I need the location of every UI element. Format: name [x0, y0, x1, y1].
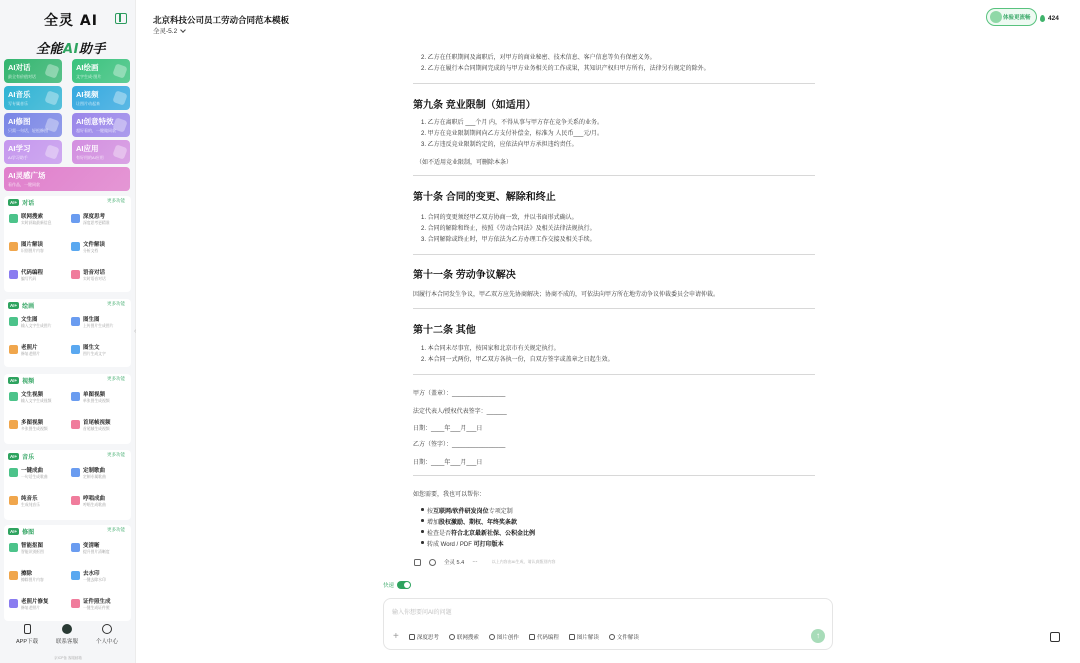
- tool-icon: [9, 420, 18, 429]
- followup-bold: 股权激励、期权、年终奖条款: [439, 520, 518, 526]
- gift-icon: [990, 11, 1002, 23]
- tool-icon: [9, 317, 18, 326]
- think-icon: [409, 634, 415, 640]
- tool-title: 哼唱成曲: [83, 496, 106, 502]
- tool-subtitle: 生成纯音乐: [21, 503, 40, 507]
- slogan: [36, 38, 106, 57]
- tool-subtitle: 首尾帧生成视频: [83, 427, 110, 431]
- feature-sub: 写专属音乐: [8, 101, 28, 106]
- sidebar-tool-item[interactable]: [6, 339, 64, 363]
- sidebar-tool-item[interactable]: [68, 311, 126, 335]
- section-title: 视频: [22, 378, 35, 385]
- bottom-nav-label: 联系客服: [55, 639, 78, 645]
- tool-label: 代码编程: [536, 635, 559, 641]
- slogan-highlight: AI: [63, 42, 79, 57]
- list-item: 3. 乙方违反竞业限制约定的，应依法向甲方承担违约责任。: [421, 142, 578, 148]
- section-badge: AI+: [10, 528, 18, 534]
- tool-text: [83, 418, 111, 432]
- list-item: 2. 乙方在履行本合同期间完成的与甲方业务相关的工作成果，其知识产权归甲方所有，法律另有规定的除外。: [421, 66, 710, 72]
- tool-text: [83, 240, 105, 254]
- section-draw: [4, 299, 131, 367]
- section-retouch: [4, 525, 131, 621]
- sidebar-tool-item[interactable]: [68, 565, 126, 589]
- feature-title: AI修图: [8, 117, 31, 126]
- contact-support-button[interactable]: [47, 624, 87, 645]
- sidebar-tool-item[interactable]: [6, 537, 64, 561]
- tool-subtitle: 实时语音对话: [83, 277, 106, 281]
- tool-text: [21, 418, 48, 432]
- tool-icon: [71, 496, 80, 505]
- sidebar-tool-item[interactable]: [68, 264, 126, 288]
- section-title: 修图: [22, 529, 35, 536]
- tool-subtitle: 实时获取最新信息: [21, 221, 52, 225]
- app-download-button[interactable]: [7, 624, 47, 645]
- app-logo: 全灵 AI: [44, 13, 98, 29]
- sidebar: [0, 0, 136, 663]
- chat-input-box: [383, 598, 833, 650]
- tool-web-search[interactable]: [449, 633, 479, 641]
- tool-text: [21, 390, 51, 404]
- tool-text: [83, 569, 106, 583]
- tool-text: [83, 268, 106, 282]
- tool-icon: [9, 571, 18, 580]
- tool-subtitle: 上传图片生成图片: [83, 324, 114, 328]
- tool-text: [83, 597, 111, 611]
- tool-text: [21, 212, 51, 226]
- tool-label: 深度思考: [416, 635, 439, 641]
- fast-mode-toggle[interactable]: [383, 581, 411, 589]
- sidebar-tool-item[interactable]: [6, 236, 64, 260]
- tool-coding[interactable]: [529, 633, 559, 641]
- conversation-title: 北京科技公司员工劳动合同范本模板: [153, 15, 290, 25]
- sidebar-expand-icon[interactable]: ‹: [134, 328, 137, 335]
- feature-title: AI应用: [76, 144, 99, 153]
- followup-pre: 检查是否: [427, 531, 452, 537]
- tool-subtitle: 分析文档: [83, 249, 99, 253]
- tool-image-create[interactable]: [489, 633, 519, 641]
- tool-text: [83, 541, 110, 555]
- code-icon: [529, 634, 535, 640]
- slogan-post: 助手: [78, 42, 106, 57]
- divider: [413, 308, 815, 309]
- tool-icon: [9, 345, 18, 354]
- tool-text: [21, 466, 48, 480]
- followup-bold: 可打印版本: [473, 542, 504, 548]
- section-badge: AI+: [10, 377, 18, 383]
- tool-subtitle: 一键生成证件照: [83, 606, 110, 610]
- signature-line: 法定代表人/授权代表签字：______: [413, 409, 507, 415]
- feature-title: AI音乐: [8, 90, 31, 99]
- tool-subtitle: 深度思考更精准: [83, 221, 110, 225]
- support-avatar-icon: [62, 624, 72, 634]
- followup-item: [421, 506, 513, 515]
- sidebar-tool-item[interactable]: [6, 490, 64, 514]
- sidebar-tool-item[interactable]: [68, 537, 126, 561]
- list-item: 2. 合同的解除和终止，按照《劳动合同法》及相关法律法规执行。: [421, 226, 596, 232]
- tool-icon: [71, 468, 80, 477]
- more-features-link[interactable]: 更多功能: [107, 527, 125, 532]
- sidebar-tool-item[interactable]: [68, 208, 126, 232]
- followup-item: [421, 517, 517, 526]
- tool-icon: [71, 270, 80, 279]
- tool-text: [21, 569, 44, 583]
- sidebar-tool-item[interactable]: [68, 490, 126, 514]
- tool-text: [21, 268, 43, 282]
- tool-label: 文件解读: [616, 635, 639, 641]
- tool-subtitle: 修复老照片: [21, 606, 40, 610]
- paperclip-icon: [609, 634, 615, 640]
- tool-subtitle: 识别图片内容: [21, 249, 44, 253]
- tool-icon: [71, 214, 80, 223]
- tool-text: [21, 597, 49, 611]
- tool-icon: [71, 345, 80, 354]
- tool-subtitle: 一句话生成歌曲: [21, 475, 48, 479]
- tool-subtitle: 输入文字生成图片: [21, 324, 52, 328]
- feature-sub: 看作品，一键同款: [8, 182, 40, 187]
- tool-title: 单图视频: [83, 392, 106, 398]
- tool-file-read[interactable]: [609, 633, 639, 641]
- feature-sub: 让图片动起来: [76, 101, 100, 106]
- logo-row: [0, 10, 136, 30]
- image-icon: [569, 634, 575, 640]
- bottom-nav-label: 个人中心: [95, 639, 118, 645]
- sidebar-tool-item[interactable]: [68, 414, 126, 438]
- feature-card-study[interactable]: [4, 140, 62, 164]
- profile-button[interactable]: [87, 624, 127, 645]
- list-item: 1. 乙方在离职后 ___个月 内，不得从事与甲方存在竞争关系的业务。: [421, 120, 604, 126]
- section-badge: AI+: [10, 302, 18, 308]
- followup-item: [421, 539, 504, 548]
- feature-sub: 文字生成·图片: [76, 74, 102, 79]
- tool-icon: [9, 599, 18, 608]
- tool-text: [21, 315, 51, 329]
- sidebar-tool-item[interactable]: [68, 462, 126, 486]
- list-item: 2. 乙方在任职期间及离职后，对甲方的商业秘密、技术信息、客户信息等负有保密义务。: [421, 55, 656, 61]
- sidebar-tool-item[interactable]: [6, 462, 64, 486]
- section-heading: 第九条 竞业限制（如适用）: [413, 100, 536, 111]
- globe-icon: [449, 634, 455, 640]
- feature-card-draw[interactable]: [72, 59, 130, 83]
- tool-icon: [9, 214, 18, 223]
- tool-text: [83, 466, 106, 480]
- tool-label: 图片创作: [496, 635, 519, 641]
- tool-subtitle: 编写代码: [21, 277, 37, 281]
- answer-model-switch[interactable]: 全灵 5.4: [444, 560, 465, 566]
- tool-icon: [9, 270, 18, 279]
- feature-title: AI绘画: [76, 63, 99, 72]
- tool-title: 联网搜索: [21, 214, 44, 220]
- sidebar-tool-item[interactable]: [6, 264, 64, 288]
- tool-title: 变清晰: [83, 543, 100, 549]
- feature-sub: 有好用的AI应用: [76, 155, 104, 160]
- palette-icon: [489, 634, 495, 640]
- tool-title: 去水印: [83, 571, 100, 577]
- list-item: 3. 合同解除或终止时，甲方依法为乙方办理工作交接及相关手续。: [421, 237, 596, 243]
- sidebar-tool-item[interactable]: [6, 386, 64, 410]
- tool-subtitle: 一键去除水印: [83, 578, 106, 582]
- followup-item: [421, 528, 535, 537]
- more-features-link[interactable]: 更多功能: [107, 452, 125, 457]
- signin-label: 体验更流畅: [1003, 15, 1031, 21]
- section-heading: 第十二条 其他: [413, 325, 476, 336]
- tool-icon: [71, 392, 80, 401]
- section-video: [4, 374, 131, 444]
- sidebar-tool-item[interactable]: [6, 414, 64, 438]
- divider: [413, 175, 815, 176]
- message-actions: [414, 556, 555, 568]
- feature-sub: 只需一句话，轻松修图: [8, 128, 48, 133]
- more-features-link[interactable]: 更多功能: [107, 198, 125, 203]
- tool-title: 深度思考: [83, 214, 106, 220]
- tool-subtitle: 定制专属歌曲: [83, 475, 106, 479]
- tool-subtitle: 哼唱生成歌曲: [83, 503, 106, 507]
- tool-subtitle: 单张图生成视频: [83, 399, 110, 403]
- tool-subtitle: 多张图生成视频: [21, 427, 48, 431]
- more-features-link[interactable]: 更多功能: [107, 376, 125, 381]
- sidebar-tool-item[interactable]: [6, 593, 64, 617]
- tool-title: 图生图: [83, 317, 100, 323]
- feature-sub: 最全有价值对话: [8, 74, 36, 79]
- signature-line: 日期：____年___月___日: [413, 426, 483, 432]
- tool-text: [83, 315, 113, 329]
- sidebar-tool-item[interactable]: [68, 236, 126, 260]
- sidebar-tool-item[interactable]: [68, 339, 126, 363]
- bottom-nav-label: APP下载: [15, 639, 38, 645]
- signature-line: 乙方（签字）：________________: [413, 442, 506, 448]
- tool-title: 智能抠图: [21, 543, 44, 549]
- feature-title: AI灵感广场: [8, 171, 46, 180]
- feature-card-apps[interactable]: [72, 140, 130, 164]
- tool-title: 图片解读: [21, 242, 44, 248]
- feature-card-music[interactable]: [4, 86, 62, 110]
- points-value: 424: [1048, 15, 1059, 22]
- send-button[interactable]: ↑: [811, 629, 825, 643]
- tool-icon: [71, 599, 80, 608]
- paragraph: 因履行本合同发生争议，甲乙双方应先协商解决；协商不成的，可依法向甲方所在地劳动争议仲裁委员会申请仲裁。: [413, 292, 720, 298]
- list-item: 2. 甲方在竞业限制期间向乙方支付补偿金，标准为 人民币___元/月。: [421, 131, 604, 137]
- list-item: 1. 本合同未尽事宜，按国家和北京市有关规定执行。: [421, 346, 560, 352]
- tool-icon: [9, 392, 18, 401]
- more-actions-button[interactable]: ···: [472, 559, 478, 565]
- tool-icon: [9, 468, 18, 477]
- tool-title: 文生图: [21, 317, 38, 323]
- sidebar-collapse-icon[interactable]: [115, 13, 127, 24]
- copy-icon[interactable]: [414, 559, 421, 566]
- tool-title: 文件解读: [83, 242, 106, 248]
- followup-post: 专项定制: [488, 509, 513, 515]
- divider: [413, 374, 815, 375]
- model-selector[interactable]: [153, 26, 185, 35]
- list-item: 2. 本合同一式两份，甲乙双方各执一份，自双方签字或盖章之日起生效。: [421, 357, 614, 363]
- tool-subtitle: 输入文字生成视频: [21, 399, 52, 403]
- tool-icon: [71, 571, 80, 580]
- slogan-pre: 全能: [36, 42, 64, 57]
- toggle-switch[interactable]: [397, 581, 411, 589]
- tool-title: 定制歌曲: [83, 468, 106, 474]
- feature-card-inspiration[interactable]: [4, 167, 130, 191]
- tool-title: 首尾帧视频: [83, 420, 111, 426]
- ai-disclaimer: 以上内容由AI生成，请认真甄别内容: [491, 559, 556, 564]
- section-badge: AI+: [10, 199, 18, 205]
- tool-text: [21, 343, 40, 357]
- tool-text: [21, 494, 40, 508]
- tool-title: 语音对话: [83, 270, 106, 276]
- tool-icon: [71, 317, 80, 326]
- tool-icon: [9, 496, 18, 505]
- tool-icon: [71, 242, 80, 251]
- plus-icon[interactable]: +: [393, 631, 399, 642]
- daily-signin-badge[interactable]: [986, 8, 1037, 26]
- tool-text: [83, 390, 110, 404]
- tool-deep-think[interactable]: [409, 633, 439, 641]
- tool-title: 一键成曲: [21, 468, 44, 474]
- tool-title: 多图视频: [21, 420, 44, 426]
- model-name: 全灵-5.2: [153, 28, 178, 35]
- tool-label: 联网搜索: [456, 635, 479, 641]
- feature-card-effects[interactable]: [72, 113, 130, 137]
- tool-title: 代码编程: [21, 270, 44, 276]
- flame-icon: [1040, 15, 1045, 22]
- section-heading: 第十条 合同的变更、解除和终止: [413, 192, 556, 203]
- tool-icon: [9, 543, 18, 552]
- tool-subtitle: 擦除图片内容: [21, 578, 44, 582]
- tool-text: [21, 240, 44, 254]
- tool-text: [83, 212, 110, 226]
- divider: [413, 254, 815, 255]
- feature-card-retouch[interactable]: [4, 113, 62, 137]
- tool-text: [21, 541, 44, 555]
- section-heading: 第十一条 劳动争议解决: [413, 270, 516, 281]
- section-music: [4, 450, 131, 520]
- history-icon[interactable]: [1050, 632, 1060, 642]
- sidebar-tool-item[interactable]: [6, 311, 64, 335]
- tool-subtitle: 图片生成文字: [83, 352, 106, 356]
- feature-sub: 超好看的，一键做同款: [76, 128, 116, 133]
- feature-card-chat[interactable]: [4, 59, 62, 83]
- section-title: 音乐: [22, 454, 35, 461]
- note-text: （如不适用竞业限制，可删除本条）: [416, 160, 513, 166]
- input-toolbar: [393, 633, 639, 641]
- followup-pre: 增加: [427, 520, 440, 526]
- tool-icon: [71, 543, 80, 552]
- followup-intro: 如您需要，我也可以帮你：: [413, 492, 486, 498]
- followup-bold: 互联网/软件研发岗位: [433, 509, 489, 515]
- bottom-nav: [0, 624, 136, 650]
- fast-mode-label: 快速: [383, 583, 395, 589]
- regenerate-icon[interactable]: [429, 559, 436, 566]
- phone-icon: [24, 624, 31, 634]
- signature-line: 甲方（盖章）：________________: [413, 391, 506, 397]
- sidebar-tool-item[interactable]: [68, 593, 126, 617]
- tool-title: 老照片修复: [21, 599, 49, 605]
- section-chat: [4, 196, 131, 292]
- tool-subtitle: 智能识别抠图: [21, 550, 44, 554]
- tool-title: 图生文: [83, 345, 100, 351]
- section-title: 绘画: [22, 303, 35, 310]
- sidebar-tool-item[interactable]: [68, 386, 126, 410]
- tool-title: 老照片: [21, 345, 38, 351]
- list-item: 1. 合同的变更须经甲乙双方协商一致，并以书面形式确认。: [421, 215, 578, 221]
- tool-title: 纯音乐: [21, 496, 38, 502]
- feature-card-video[interactable]: [72, 86, 130, 110]
- chat-input[interactable]: 输入你想要问AI的问题: [392, 610, 452, 616]
- tool-text: [83, 494, 106, 508]
- tool-title: 文生视频: [21, 392, 44, 398]
- section-badge: AI+: [10, 453, 18, 459]
- section-title: 对话: [22, 200, 35, 207]
- chevron-down-icon: [180, 27, 186, 33]
- tool-image-read[interactable]: [569, 633, 599, 641]
- user-icon: [102, 624, 112, 634]
- tool-text: [83, 343, 106, 357]
- tool-label: 图片解读: [576, 635, 599, 641]
- followup-bold: 符合北京最新社保、公积金比例: [451, 531, 536, 537]
- feature-title: AI学习: [8, 144, 31, 153]
- tool-title: 证件照生成: [83, 599, 111, 605]
- tool-icon: [9, 242, 18, 251]
- followup-pre: 按: [427, 509, 434, 515]
- signature-line: 日期：____年___月___日: [413, 460, 483, 466]
- sidebar-tool-item[interactable]: [6, 208, 64, 232]
- tool-subtitle: 提升图片清晰度: [83, 550, 110, 554]
- footer-note: 京ICP备 客服邮箱: [54, 656, 82, 660]
- feature-sub: AI学习助手: [8, 155, 28, 160]
- feature-title: AI视频: [76, 90, 99, 99]
- feature-title: AI对话: [8, 63, 31, 72]
- followup-pre: 转成 Word / PDF: [427, 542, 474, 548]
- more-features-link[interactable]: 更多功能: [107, 301, 125, 306]
- sidebar-tool-item[interactable]: [6, 565, 64, 589]
- divider: [413, 475, 815, 476]
- tool-subtitle: 修复老照片: [21, 352, 40, 356]
- tool-icon: [71, 420, 80, 429]
- divider: [413, 83, 815, 84]
- feature-title: AI创意特效: [76, 117, 114, 126]
- tool-title: 擦除: [21, 571, 33, 577]
- points-counter[interactable]: [1040, 15, 1059, 22]
